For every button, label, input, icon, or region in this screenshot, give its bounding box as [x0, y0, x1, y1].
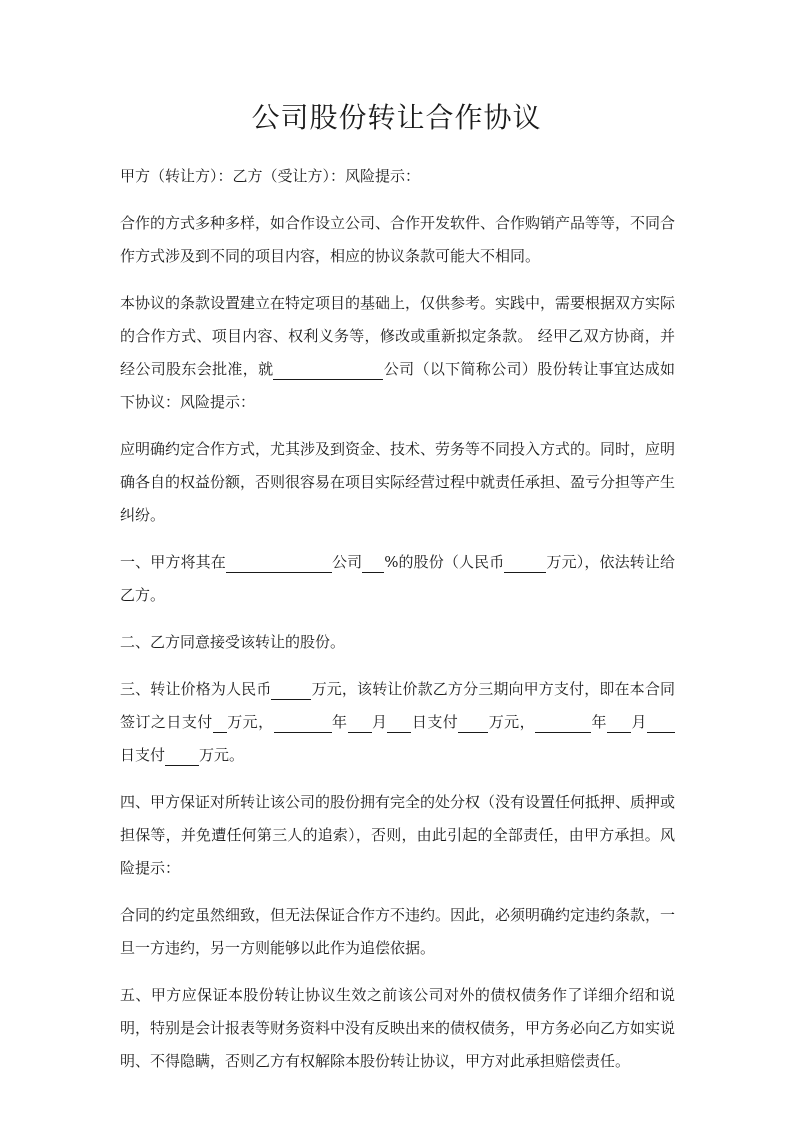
clause-3-text-f: 日支付 — [411, 713, 459, 731]
clause-3-month-blank-1 — [348, 712, 372, 733]
clause-3-second-payment-blank — [458, 712, 488, 733]
clause-1-text-c: %的股份（人民币 — [384, 553, 505, 571]
clause-3-price-blank — [271, 679, 311, 700]
clause-3-text-g: 万元， — [488, 713, 536, 731]
clause-3-text-j: 日支付 — [120, 746, 166, 764]
clause-3-day-blank-2 — [647, 712, 675, 733]
preamble-text-a: 本协议的条款设置建立在特定项目的基础上，仅供参考。实践中，需要根据双方实际的合作方式、项目内容、权利义务等，修改或重新拟定条款。 经甲乙双方协商，并经公司股东会批准，就 — [120, 294, 676, 378]
risk-note-cooperation-form: 应明确约定合作方式，尤其涉及到资金、技术、劳务等不同投入方式的。同时，应明确各自的权益份额，否则很容易在项目实际经营过程中就责任承担、盈亏分担等产生纠纷。 — [120, 440, 676, 524]
clause-3-year-blank-2 — [535, 712, 591, 733]
clause-1-company-blank — [226, 552, 332, 573]
clause-3-text-i: 月 — [631, 713, 647, 731]
document-body — [120, 160, 675, 1092]
clause-3-year-blank-1 — [274, 712, 332, 733]
preamble-text-b: 公司（以下简称公司）股份转让事宜达成如下协议：风险提示： — [120, 360, 675, 411]
document-title: 公司股份转让合作协议 — [251, 101, 542, 134]
clause-1-text-a: 一、甲方将其在 — [120, 553, 226, 571]
clause-4: 四、甲方保证对所转让该公司的股份拥有完全的处分权（没有设置任何抵押、质押或担保等，并免遭任何第三人的追索），否则，由此引起的全部责任，由甲方承担。风险提示： — [120, 793, 676, 877]
risk-note-cooperation-methods: 合作的方式多种多样，如合作设立公司、合作开发软件、合作购销产品等等，不同合作方式涉及到不同的项目内容，相应的协议条款可能大不相同。 — [120, 214, 676, 265]
clause-3-text-a: 三、转让价格为人民币 — [120, 680, 272, 698]
parties-line: 甲方（转让方）：乙方（受让方）：风险提示： — [120, 167, 421, 185]
clause-3-first-payment-blank — [213, 712, 227, 733]
clause-1-text-b: 公司 — [331, 553, 363, 571]
risk-note-breach: 合同的约定虽然细致，但无法保证合作方不违约。因此，必须明确约定违约条款，一旦一方违约，另一方则能够以此作为追偿依据。 — [120, 906, 676, 957]
clause-3-month-blank-2 — [607, 712, 631, 733]
clause-3 — [120, 673, 675, 772]
clause-3-text-d: 年 — [331, 713, 348, 731]
clause-1 — [120, 546, 675, 612]
clause-3-text-h: 年 — [591, 713, 607, 731]
clause-3-text-e: 月 — [371, 713, 388, 731]
clause-1-percent-blank — [362, 552, 384, 573]
agreement-preamble — [120, 287, 675, 419]
clause-3-text-c: 万元， — [226, 713, 274, 731]
clause-3-text-k: 万元。 — [199, 746, 245, 764]
clause-1-amount-blank — [504, 552, 546, 573]
clause-3-third-payment-blank — [165, 745, 199, 766]
clause-5: 五、甲方应保证本股份转让协议生效之前该公司对外的债权债务作了详细介绍和说明，特别是会计报表等财务资料中没有反映出来的债权债务，甲方务必向乙方如实说明、不得隐瞒，否则乙方有权解除本股份转让协议，甲方对此承担赔偿责任。 — [120, 986, 676, 1070]
clause-1-text-d: 万元），依法转让给乙方。 — [120, 553, 675, 604]
clause-3-day-blank-1 — [387, 712, 411, 733]
company-name-blank — [273, 359, 383, 380]
clause-2: 二、乙方同意接受该转让的股份。 — [120, 633, 346, 651]
clause-3-text-b: 万元，该转让价款乙方分三期向甲方支付，即在本合同签订之日支付 — [120, 680, 675, 731]
